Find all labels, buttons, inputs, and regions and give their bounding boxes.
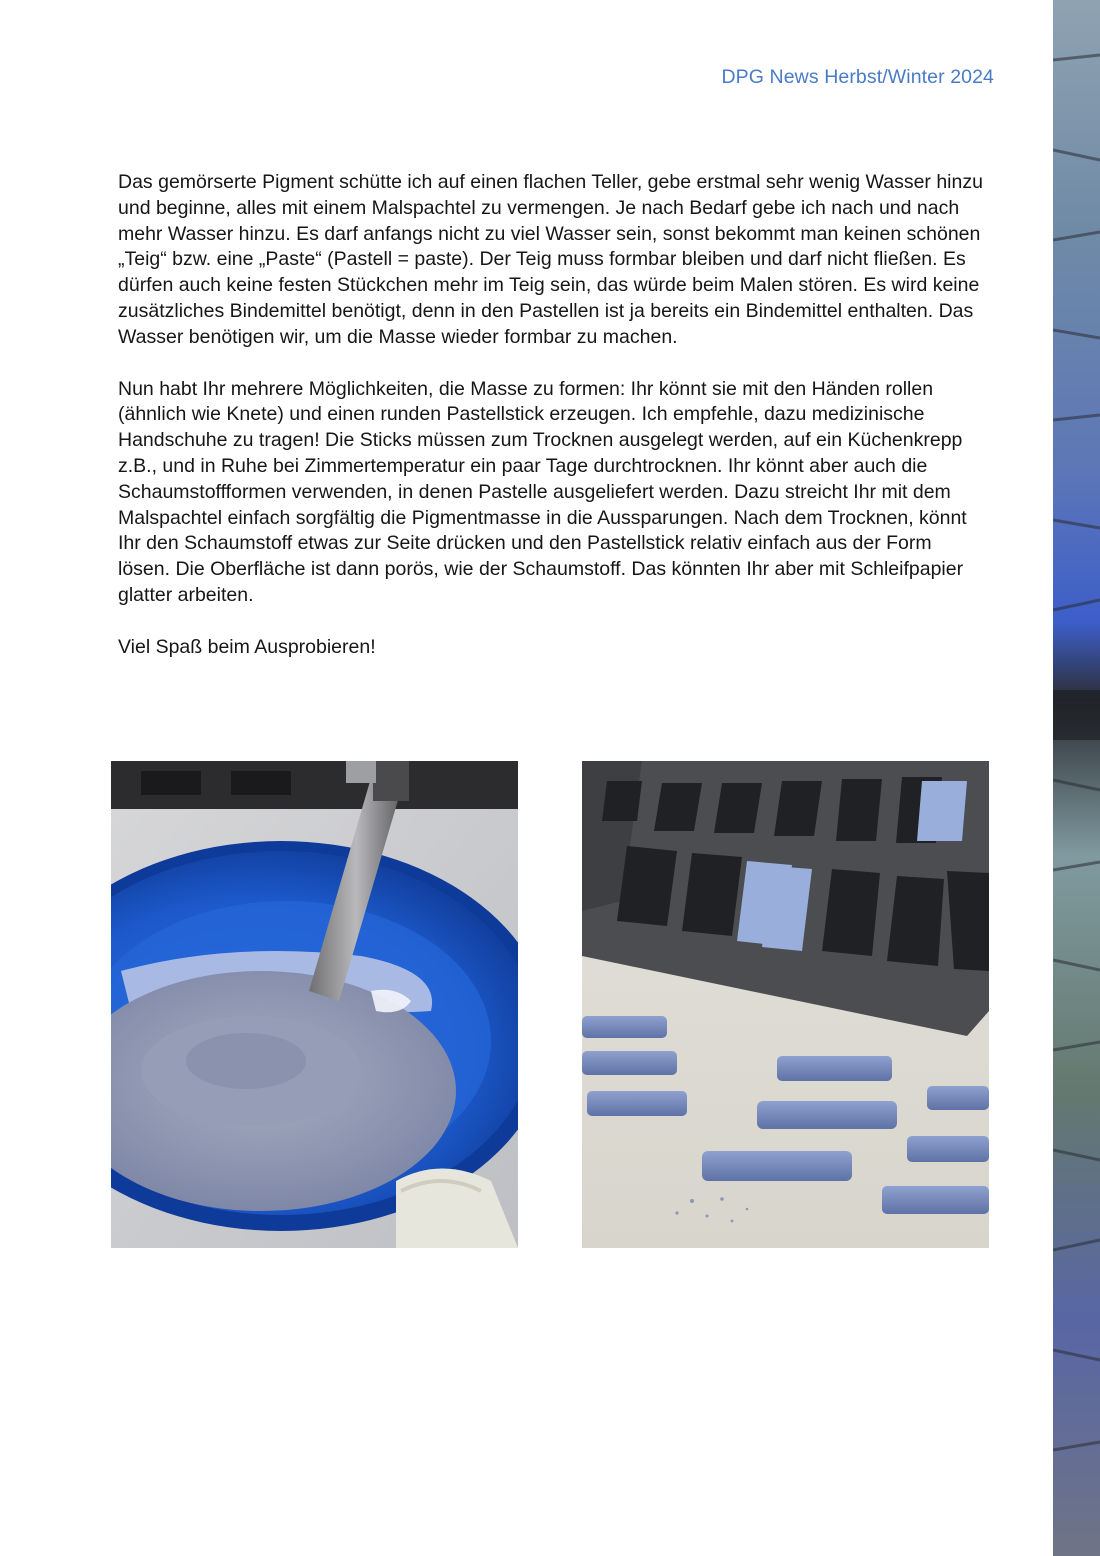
paragraph-closing: Viel Spaß beim Ausprobieren! <box>118 635 376 658</box>
pastel-edge-strip <box>1053 0 1100 1556</box>
paragraph-mixing: Das gemörserte Pigment schütte ich auf einen flachen Teller, gebe erstmal sehr wenig Wasser hinzu und beginne, alles mit einem Malspachtel zu vermengen. Je nach Bedarf gebe ich nach und nach mehr Wasser hinzu. Es darf anfangs nicht zu viel Wasser sein, sonst bekommt man keinen schönen „Teig“ bzw. eine „Paste“ (Pastell = paste). Der Teig muss formbar bleiben und darf nicht fließen. Es dürfen auch keine festen Stückchen mehr im Teig sein, das würde beim Malen stören. Es wird keine zusätzliches Bindemittel benötigt, denn in den Pastellen ist ja bereits ein Bindemittel enthalten. Das Wasser benötigen wir, um die Masse wieder formbar zu machen. <box>118 171 983 348</box>
foam-mold-illustration <box>582 761 989 1248</box>
page-header: DPG News Herbst/Winter 2024 <box>721 66 994 88</box>
photo-foam-mold-sticks <box>582 761 989 1248</box>
photo-pigment-plate <box>111 761 518 1248</box>
paragraph-forming: Nun habt Ihr mehrere Möglichkeiten, die Masse zu formen: Ihr könnt sie mit den Händen rollen (ähnlich wie Knete) und einen runden Pastellstick erzeugen. Ich empfehle, dazu medizinische Handschuhe zu tragen! Die Sticks müssen zum Trocknen ausgelegt werden, auf ein Küchenkrepp z.B., und in Ruhe bei Zimmertemperatur ein paar Tage durchtrocknen. Ihr könnt aber auch die Schaumstoffformen verwenden, in denen Pastelle ausgeliefert werden. Dazu streicht Ihr mit dem Malspachtel einfach sorgfältig die Pigmentmasse in die Aussparungen. Nach dem Trocknen, könnt Ihr den Schaumstoff etwas zur Seite drücken und den Pastellstick relativ einfach aus der Form lösen. Die Oberfläche ist dann porös, wie der Schaumstoff. Das könnten Ihr aber mit Schleifpapier glatter arbeiten. <box>118 377 967 606</box>
pigment-plate-illustration <box>111 761 518 1248</box>
pastel-strip-illustration <box>1053 0 1100 1556</box>
article-body <box>118 170 984 687</box>
